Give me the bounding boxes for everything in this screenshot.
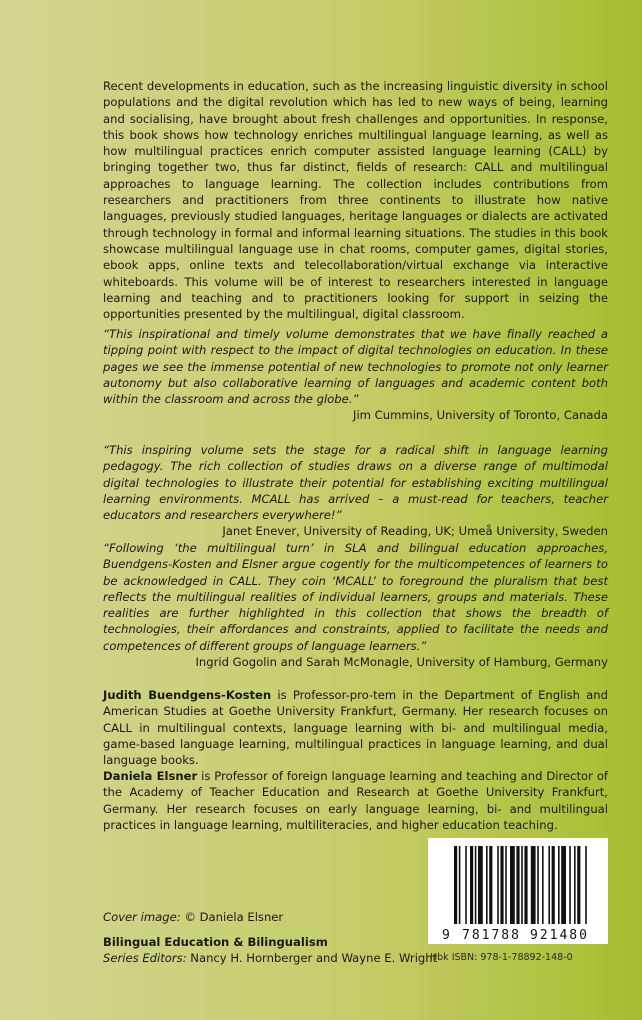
barcode-bar: [505, 846, 507, 924]
review-quote-1: [103, 326, 608, 424]
barcode-bar: [465, 846, 467, 924]
barcode-bar: [459, 846, 461, 924]
barcode-digits-right: 921480: [530, 928, 589, 943]
series-editors-label: Series Editors:: [103, 951, 187, 965]
author-bio-text: is Professor of foreign language learning and teaching and Director of the Academy of Teacher Education and Research at Goethe University Frankfurt, Germany. Her research focuses on early language learning, bi- and multilingual practices in language learning, multiliteracies, and higher education teaching.: [103, 769, 608, 832]
barcode-bar: [470, 846, 473, 924]
isbn: Hbk ISBN: 978-1-78892-148-0: [430, 952, 573, 963]
barcode-bar: [497, 846, 499, 924]
cover-label: Cover image:: [103, 910, 181, 924]
barcode-bar: [489, 846, 492, 924]
barcode-bar: [524, 846, 527, 924]
barcode-bar: [510, 846, 515, 924]
author-name: Daniela Elsner: [103, 769, 198, 783]
barcode-bar: [574, 846, 576, 924]
barcode-bar: [561, 846, 566, 924]
quote-text: “This inspirational and timely volume demonstrates that we have finally reached a tipping point with respect to the impact of digital technologies on education. In these pages we see the immense potential of new technologies to promote not only learner autonomy but also collaborative learning of languages and academic content both within the classroom and across the globe.”: [103, 327, 608, 407]
barcode-bar: [475, 846, 477, 924]
quote-attribution: Janet Enever, University of Reading, UK; Umeå University, Sweden: [222, 524, 608, 539]
barcode-bar: [577, 846, 580, 924]
barcode-bar: [531, 846, 536, 924]
barcode-bar: [521, 846, 523, 924]
barcode: [428, 838, 608, 944]
cover-credit-text: © Daniela Elsner: [180, 910, 284, 924]
barcode-bar: [478, 846, 483, 924]
series-title: Bilingual Education & Bilingualism: [103, 935, 328, 949]
author-bio-1: [103, 687, 608, 768]
review-quote-2: [103, 442, 608, 540]
barcode-bar: [516, 846, 519, 924]
series-editors: [103, 950, 437, 966]
cover-credit: [103, 909, 283, 925]
barcode-bar: [537, 846, 539, 924]
author-bio-2: [103, 768, 608, 833]
quote-text: “Following ‘the multilingual turn’ in SLA and bilingual education approaches, Buendgens-Kosten and Elsner argue cogently for the multicompetences of learners to be acknowledged in CALL. They coin ‘MCALL’ to foreground the pluralism that best reflects the multilingual realities of individual learners, groups and materials. These realities are further highlighted in this collection that shows the breadth of technologies, their affordances and constraints, applied to facilitate the needs and competences of different groups of language learners.”: [103, 541, 608, 653]
barcode-bar: [500, 846, 503, 924]
barcode-graphic: [428, 838, 608, 944]
author-name: Judith Buendgens-Kosten: [103, 688, 272, 702]
barcode-bar: [569, 846, 571, 924]
series-editors-names: Nancy H. Hornberger and Wayne E. Wright: [186, 951, 438, 965]
barcode-bar: [585, 846, 587, 924]
review-quote-3: [103, 540, 608, 670]
barcode-bars: [454, 846, 587, 924]
book-blurb: Recent developments in education, such as the increasing linguistic diversity in school populations and the digital revolution which has led to new ways of being, learning and socialising, have brought about fresh challenges and opportunities. In response, this book shows how technology enriches multilingual language learning, as well as how multilingual practices enrich computer assisted language learning (CALL) by bringing together two, thus far distinct, fields of research: CALL and multilingual approaches to language learning. The collection includes contributions from researchers and practitioners from three continents to illustrate how native languages, previously studied languages, heritage languages or dialects are activated through technology in formal and informal learning situations. The studies in this book showcase multilingual language use in chat rooms, computer games, digital stories, ebook apps, online texts and telecollaboration/virtual exchange via interactive whiteboards. This volume will be of interest to researchers interested in language learning and teaching and to practitioners looking for support in seizing the opportunities presented by the multilingual, digital classroom.: [103, 79, 608, 322]
quote-attribution: Jim Cummins, University of Toronto, Canada: [353, 408, 608, 423]
quote-attribution: Ingrid Gogolin and Sarah McMonagle, University of Hamburg, Germany: [195, 655, 608, 670]
barcode-digit-lead: 9: [442, 928, 450, 943]
author-bio-text: is Professor-pro-tem in the Department of English and American Studies at Goethe University Frankfurt, Germany. Her research focuses on CALL in multilingual contexts, language learning with bi- and multilingual media, game-based language learning, multilingual practices in language learning, and dual language books.: [103, 688, 608, 768]
barcode-bar: [454, 846, 457, 924]
barcode-bar: [542, 846, 544, 924]
quote-text: “This inspiring volume sets the stage for a radical shift in language learning pedagogy. The rich collection of studies draws on a diverse range of multimodal digital technologies to illustrate their potential for establishing exciting multilingual learning environments. MCALL has arrived – a must-read for teachers, teacher educators and researchers everywhere!”: [103, 443, 608, 523]
barcode-bar: [548, 846, 550, 924]
barcode-bar: [558, 846, 560, 924]
barcode-digits-left: 781788: [462, 928, 521, 943]
barcode-bar: [486, 846, 488, 924]
barcode-bar: [552, 846, 555, 924]
